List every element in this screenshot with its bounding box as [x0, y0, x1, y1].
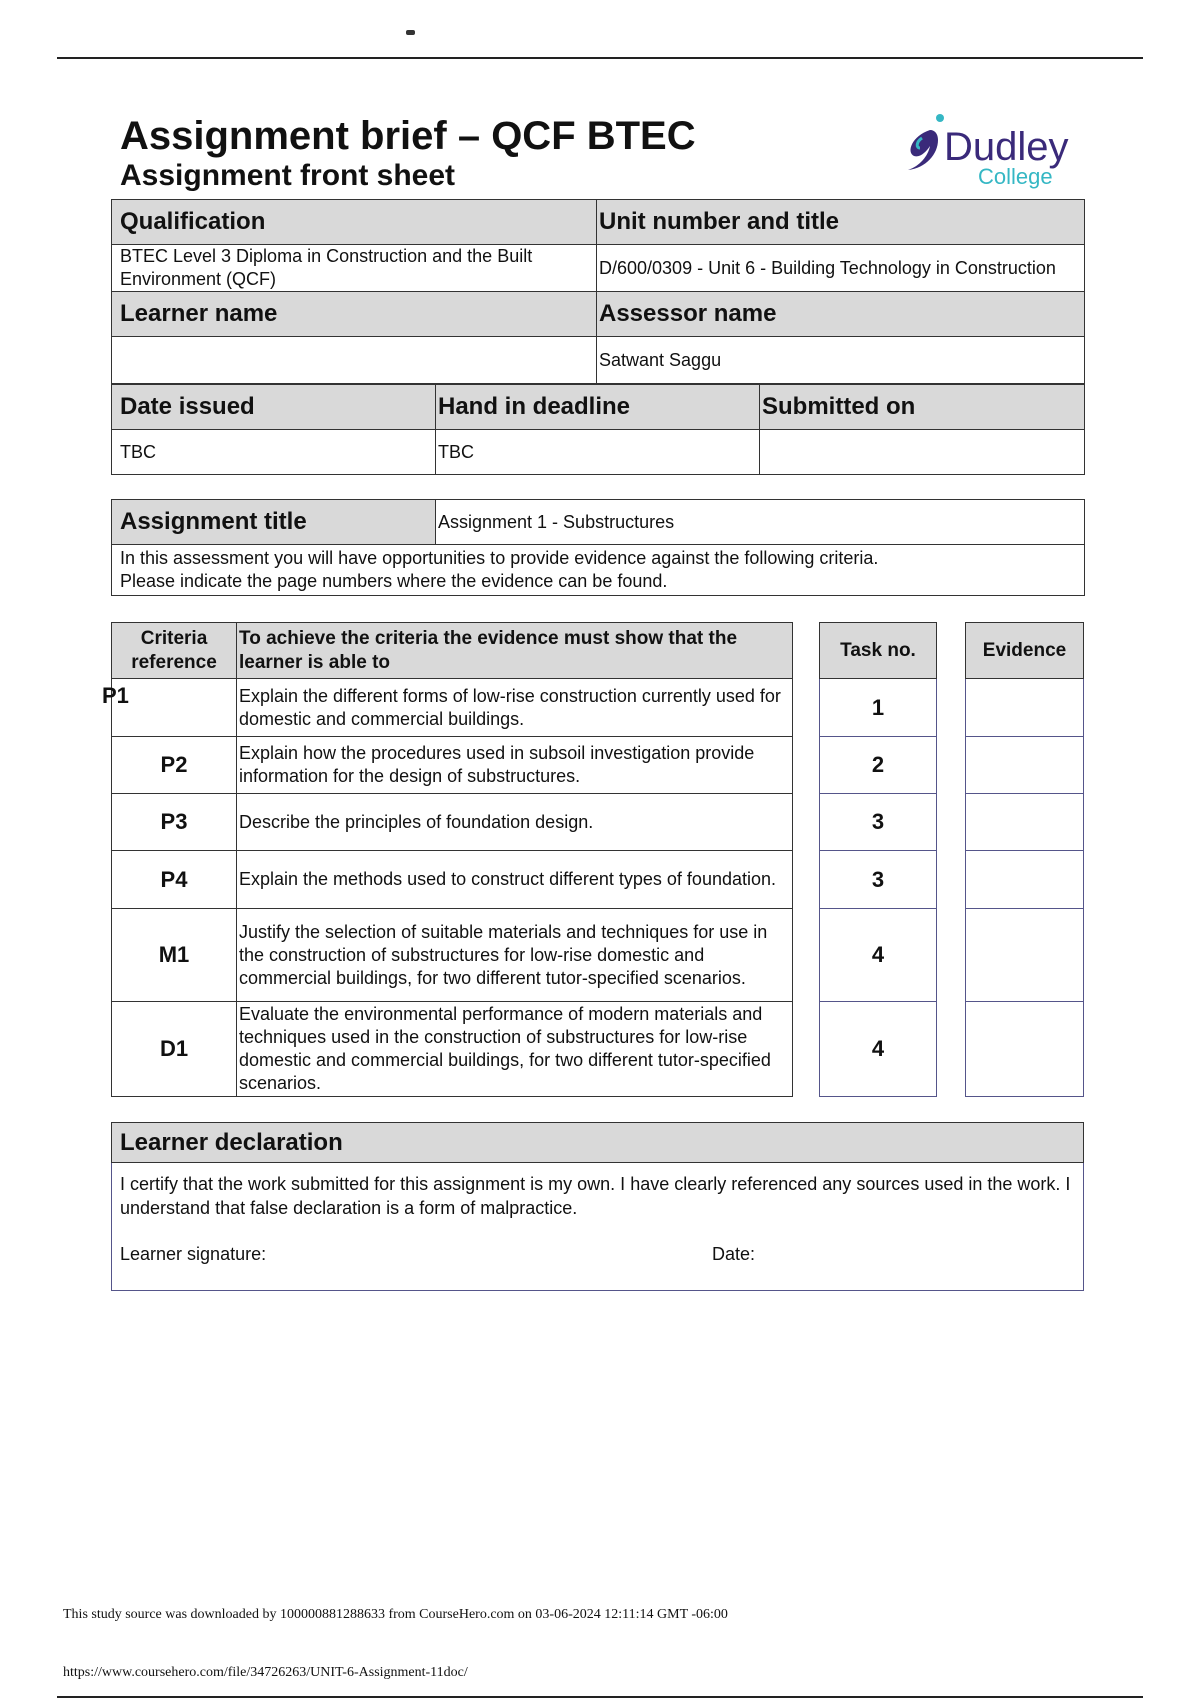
evidence-field-d1[interactable] — [966, 1002, 1084, 1097]
criteria-desc-m1: Justify the selection of suitable materials and techniques for use in the construction of substructures for low-rise domestic and commercial buildings, for two different tutor-specified scenarios. — [237, 909, 793, 1002]
page-title: Assignment brief – QCF BTEC — [120, 114, 696, 158]
declaration-date-label[interactable]: Date: — [712, 1244, 756, 1264]
bottom-rule — [57, 1696, 1143, 1698]
declaration-text: I certify that the work submitted for this assignment is my own. I have clearly referenced any sources used in the work. I understand that false declaration is a form of malpractice. — [120, 1174, 1071, 1218]
learner-name-field[interactable] — [112, 337, 597, 384]
instruction-line-2: Please indicate the page numbers where the evidence can be found. — [120, 571, 668, 591]
assessor-name-value: Satwant Saggu — [597, 337, 1085, 384]
signature-row — [120, 1242, 1075, 1266]
evidence-field-p3[interactable] — [966, 794, 1084, 851]
source-url[interactable]: https://www.coursehero.com/file/34726263/UNIT-6-Assignment-11doc/ — [63, 1665, 468, 1680]
top-mark — [406, 30, 415, 35]
task-no-p3: 3 — [820, 794, 937, 851]
task-number-table — [819, 622, 937, 1097]
evidence-field-p4[interactable] — [966, 851, 1084, 909]
logo-sub: College — [978, 164, 1053, 189]
logo-name: Dudley — [944, 125, 1069, 169]
learner-signature-label[interactable]: Learner signature: — [120, 1244, 267, 1264]
logo-swoosh-icon — [908, 130, 938, 170]
submitted-on-label: Submitted on — [760, 385, 1085, 430]
criteria-desc-p3: Describe the principles of foundation design. — [237, 794, 793, 851]
evidence-field-m1[interactable] — [966, 909, 1084, 1002]
unit-value: D/600/0309 - Unit 6 - Building Technology in Construction — [597, 245, 1085, 292]
evidence-header: Evidence — [966, 623, 1084, 679]
unit-label: Unit number and title — [597, 200, 1085, 245]
task-no-p4: 3 — [820, 851, 937, 909]
qualification-value: BTEC Level 3 Diploma in Construction and the Built Environment (QCF) — [112, 245, 597, 292]
qualification-label: Qualification — [112, 200, 597, 245]
instruction-line-1: In this assessment you will have opportunities to provide evidence against the following criteria. — [120, 548, 879, 568]
evidence-field-p1[interactable] — [966, 679, 1084, 737]
criteria-ref-p1 — [102, 679, 237, 737]
criteria-ref-d1: D1 — [112, 1002, 237, 1097]
details-table — [111, 199, 1085, 384]
criteria-desc-d1: Evaluate the environmental performance of modern materials and techniques used in the construction of substructures for low-rise domestic and commercial buildings, for two different tutor-specified scenarios. — [237, 1002, 793, 1097]
criteria-desc-p1: Explain the different forms of low-rise construction currently used for domestic and commercial buildings. — [237, 679, 793, 737]
criteria-ref-p3: P3 — [112, 794, 237, 851]
task-no-d1: 4 — [820, 1002, 937, 1097]
assessor-name-label: Assessor name — [597, 292, 1085, 337]
assignment-title-value: Assignment 1 - Substructures — [436, 500, 1085, 545]
criteria-desc-header: To achieve the criteria the evidence must show that the learner is able to — [237, 623, 793, 679]
dates-table — [111, 384, 1085, 475]
task-no-p2: 2 — [820, 737, 937, 794]
declaration-body — [112, 1163, 1084, 1291]
declaration-table — [111, 1122, 1084, 1291]
declaration-header: Learner declaration — [112, 1123, 1084, 1163]
submitted-on-field[interactable] — [760, 430, 1085, 475]
download-notice: This study source was downloaded by 100000881288633 from CourseHero.com on 03-06-2024 12:11:14 GMT -06:00 — [63, 1607, 728, 1622]
assignment-table — [111, 499, 1085, 596]
task-no-m1: 4 — [820, 909, 937, 1002]
criteria-ref-p1-text: P1 — [102, 683, 129, 708]
top-rule — [57, 57, 1143, 59]
criteria-ref-p4: P4 — [112, 851, 237, 909]
criteria-desc-p2: Explain how the procedures used in subsoil investigation provide information for the design of substructures. — [237, 737, 793, 794]
dudley-college-logo — [900, 108, 1075, 193]
task-no-header: Task no. — [820, 623, 937, 679]
deadline-label: Hand in deadline — [436, 385, 760, 430]
learner-name-label: Learner name — [112, 292, 597, 337]
criteria-desc-p4: Explain the methods used to construct different types of foundation. — [237, 851, 793, 909]
deadline-value: TBC — [436, 430, 760, 475]
logo-dot-icon — [936, 114, 944, 122]
criteria-ref-header: Criteria reference — [112, 623, 237, 679]
assignment-title-label: Assignment title — [112, 500, 436, 545]
date-issued-label: Date issued — [112, 385, 436, 430]
evidence-field-p2[interactable] — [966, 737, 1084, 794]
assignment-instructions — [112, 545, 1085, 596]
evidence-table — [965, 622, 1084, 1097]
task-no-p1: 1 — [820, 679, 937, 737]
criteria-ref-p2: P2 — [112, 737, 237, 794]
criteria-table — [102, 622, 793, 1097]
page-subtitle: Assignment front sheet — [120, 159, 456, 192]
criteria-ref-m1: M1 — [112, 909, 237, 1002]
date-issued-value: TBC — [112, 430, 436, 475]
